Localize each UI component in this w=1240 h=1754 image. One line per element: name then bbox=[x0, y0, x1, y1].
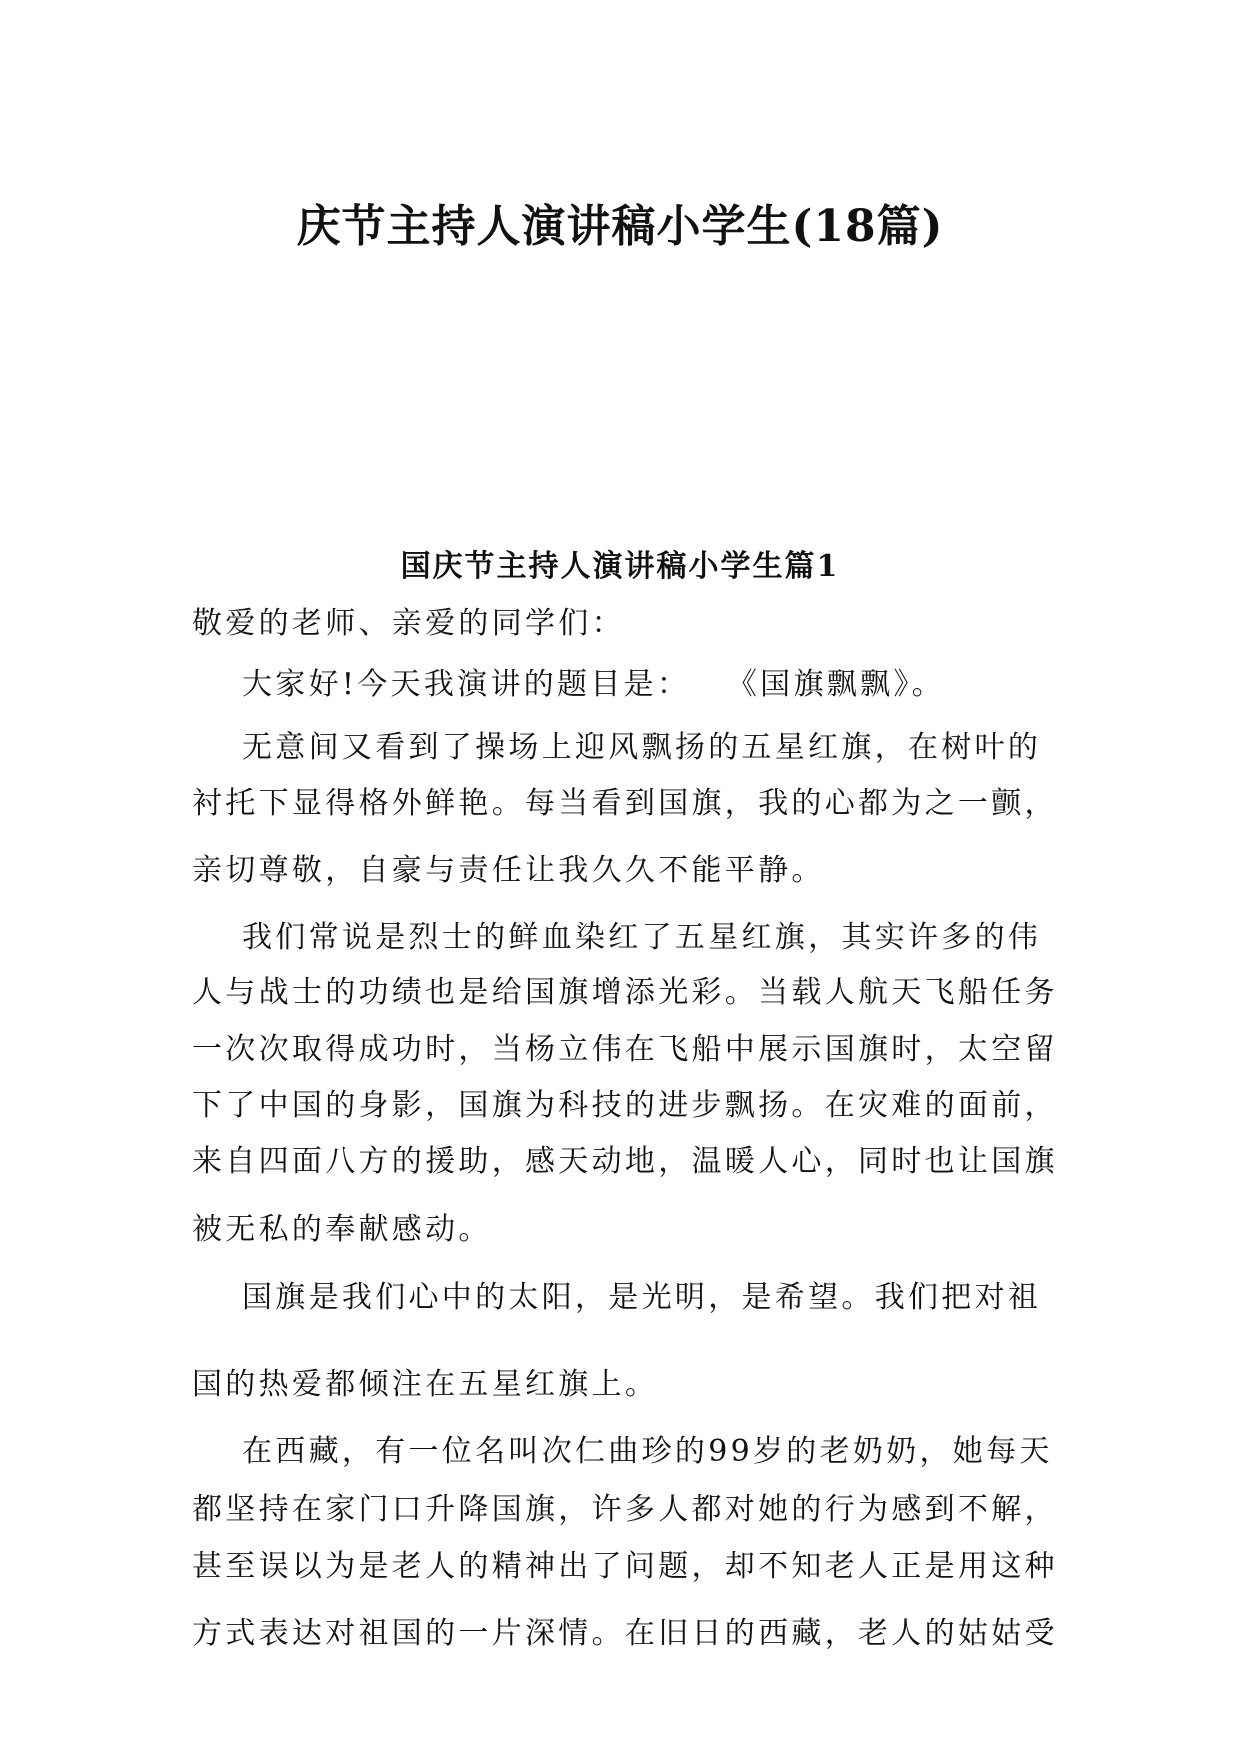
text-line: 无意间又看到了操场上迎风飘扬的五星红旗，在树叶的 bbox=[242, 730, 1042, 765]
text-line: 国的热爱都倾注在五星红旗上。 bbox=[192, 1367, 659, 1402]
text-line: 敬爱的老师、亲爱的同学们： bbox=[192, 606, 625, 641]
text-line: 被无私的奉献感动。 bbox=[192, 1212, 492, 1247]
text-line: 亲切尊敬，自豪与责任让我久久不能平静。 bbox=[192, 853, 825, 888]
text-line: 人与战士的功绩也是给国旗增添光彩。当载人航天飞船任务 bbox=[192, 975, 1058, 1010]
text-line: 在西藏，有一位名叫次仁曲珍的99岁的老奶奶，她每天 bbox=[242, 1434, 1053, 1469]
text-line: 大家好!今天我演讲的题目是： 《国旗飘飘》。 bbox=[242, 667, 945, 702]
text-line: 来自四面八方的援助，感天动地，温暖人心，同时也让国旗 bbox=[192, 1144, 1058, 1179]
text-line: 甚至误以为是老人的精神出了问题，却不知老人正是用这种 bbox=[192, 1549, 1058, 1584]
text-line: 一次次取得成功时，当杨立伟在飞船中展示国旗时，太空留 bbox=[192, 1032, 1058, 1067]
text-line: 方式表达对祖国的一片深情。在旧日的西藏，老人的姑姑受 bbox=[192, 1616, 1058, 1651]
text-line: 我们常说是烈士的鲜血染红了五星红旗，其实许多的伟 bbox=[242, 920, 1042, 955]
section-title: 国庆节主持人演讲稿小学生篇1 bbox=[400, 549, 840, 584]
text-line: 衬托下显得格外鲜艳。每当看到国旗，我的心都为之一颤， bbox=[192, 786, 1058, 821]
text-line: 都坚持在家门口升降国旗，许多人都对她的行为感到不解， bbox=[192, 1492, 1058, 1527]
text-line: 国旗是我们心中的太阳，是光明，是希望。我们把对祖 bbox=[242, 1280, 1042, 1315]
text-line: 下了中国的身影，国旗为科技的进步飘扬。在灾难的面前， bbox=[192, 1088, 1058, 1123]
document-title: 庆节主持人演讲稿小学生(18篇) bbox=[296, 201, 944, 252]
